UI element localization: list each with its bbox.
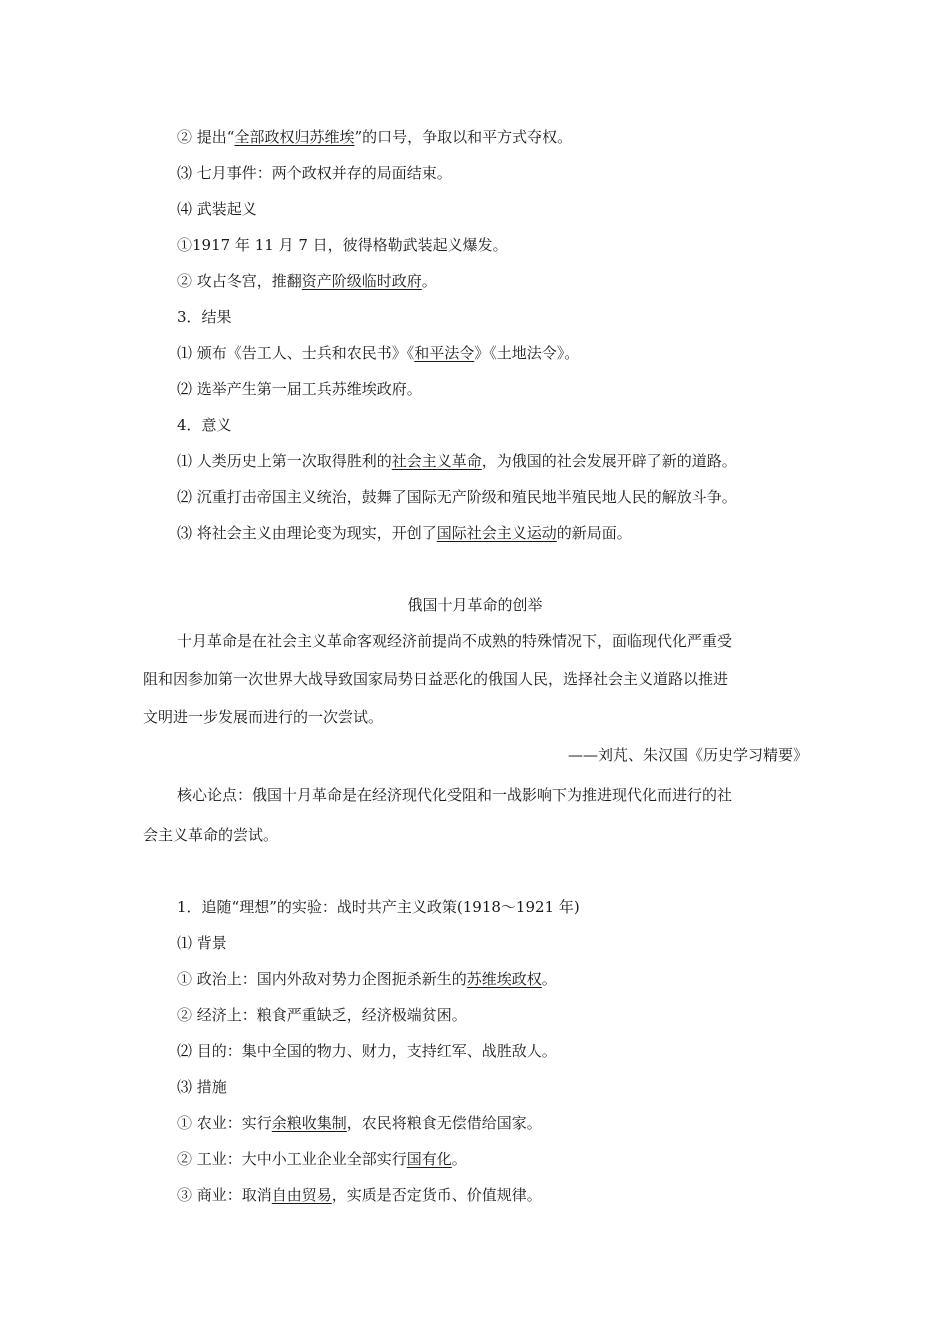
underlined-keyword: 社会主义革命 <box>391 452 482 470</box>
text: ② 攻占冬宫，推翻 <box>177 272 302 290</box>
underlined-keyword: 自由贸易 <box>271 1186 332 1204</box>
text-line: ⑵ 选举产生第一届工兵苏维埃政府。 <box>177 380 422 398</box>
text-line: ⑵ 目的：集中全国的物力、财力，支持红军、战胜敌人。 <box>177 1042 557 1060</box>
quote-title: 俄国十月革命的创举 <box>407 596 543 614</box>
text: 。 <box>541 970 557 988</box>
text-line: ⑶ 七月事件：两个政权并存的局面结束。 <box>177 164 452 182</box>
quote-source: ——刘芃、朱汉国《历史学习精要》 <box>567 746 808 764</box>
text-line: ⑶ 措施 <box>177 1078 227 1096</box>
underlined-keyword: 和平法令 <box>414 344 475 362</box>
text-line: ⑴ 背景 <box>177 934 227 952</box>
underlined-keyword: 国有化 <box>406 1150 452 1168</box>
text: ① 农业：实行 <box>177 1114 272 1132</box>
underlined-keyword: 全部政权归苏维埃 <box>234 128 355 146</box>
core-argument-line: 会主义革命的尝试。 <box>143 826 279 844</box>
text-line: ② 经济上：粮食严重缺乏，经济极端贫困。 <box>177 1006 467 1024</box>
text-line <box>177 1149 467 1169</box>
text-line: ⑵ 沉重打击帝国主义统治，鼓舞了国际无产阶级和殖民地半殖民地人民的解放斗争。 <box>177 488 737 506</box>
text: ，为俄国的社会发展开辟了新的道路。 <box>481 452 737 470</box>
text: ② 提出“ <box>177 128 235 146</box>
text: ② 工业：大中小工业企业全部实行 <box>177 1150 407 1168</box>
text: 》《土地法令》。 <box>474 344 580 362</box>
text: ⑴ 颁布《告工人、士兵和农民书》《 <box>177 344 415 362</box>
text-line: ⑷ 武装起义 <box>177 200 257 218</box>
text: 。 <box>451 1150 467 1168</box>
text: 的新局面。 <box>556 524 632 542</box>
text-line <box>177 969 557 989</box>
underlined-keyword: 苏维埃政权 <box>466 970 542 988</box>
quote-paragraph-line: 阻和因参加第一次世界大战导致国家局势日益恶化的俄国人民，选择社会主义道路以推进 <box>143 670 729 688</box>
core-argument-line: 核心论点：俄国十月革命是在经济现代化受阻和一战影响下为推进现代化而进行的社 <box>177 786 733 804</box>
text: ③ 商业：取消 <box>177 1186 272 1204</box>
text-line <box>177 451 737 471</box>
text-line <box>177 1113 542 1133</box>
text-line <box>177 1185 542 1205</box>
underlined-keyword: 资产阶级临时政府 <box>301 272 422 290</box>
text: ”的口号，争取以和平方式夺权。 <box>354 128 573 146</box>
text: 。 <box>421 272 437 290</box>
text-line <box>177 271 437 291</box>
text: ，农民将粮食无偿借给国家。 <box>346 1114 542 1132</box>
text: ，实质是否定货币、价值规律。 <box>331 1186 542 1204</box>
text: ⑴ 人类历史上第一次取得胜利的 <box>177 452 392 470</box>
text-line <box>177 343 579 363</box>
quote-paragraph-line: 十月革命是在社会主义革命客观经济前提尚不成熟的特殊情况下，面临现代化严重受 <box>177 632 733 650</box>
quote-paragraph-line: 文明进一步发展而进行的一次尝试。 <box>143 708 384 726</box>
text-line <box>177 127 572 147</box>
underlined-keyword: 国际社会主义运动 <box>436 524 557 542</box>
section-heading: 4．意义 <box>177 416 232 434</box>
section-heading: 3．结果 <box>177 308 232 326</box>
text-line: ①1917 年 11 月 7 日，彼得格勒武装起义爆发。 <box>177 236 508 254</box>
text-line <box>177 523 632 543</box>
text: ⑶ 将社会主义由理论变为现实，开创了 <box>177 524 437 542</box>
underlined-keyword: 余粮收集制 <box>271 1114 347 1132</box>
section-heading: 1．追随“理想”的实验：战时共产主义政策(1918～1921 年) <box>177 898 580 916</box>
text: ① 政治上：国内外敌对势力企图扼杀新生的 <box>177 970 467 988</box>
